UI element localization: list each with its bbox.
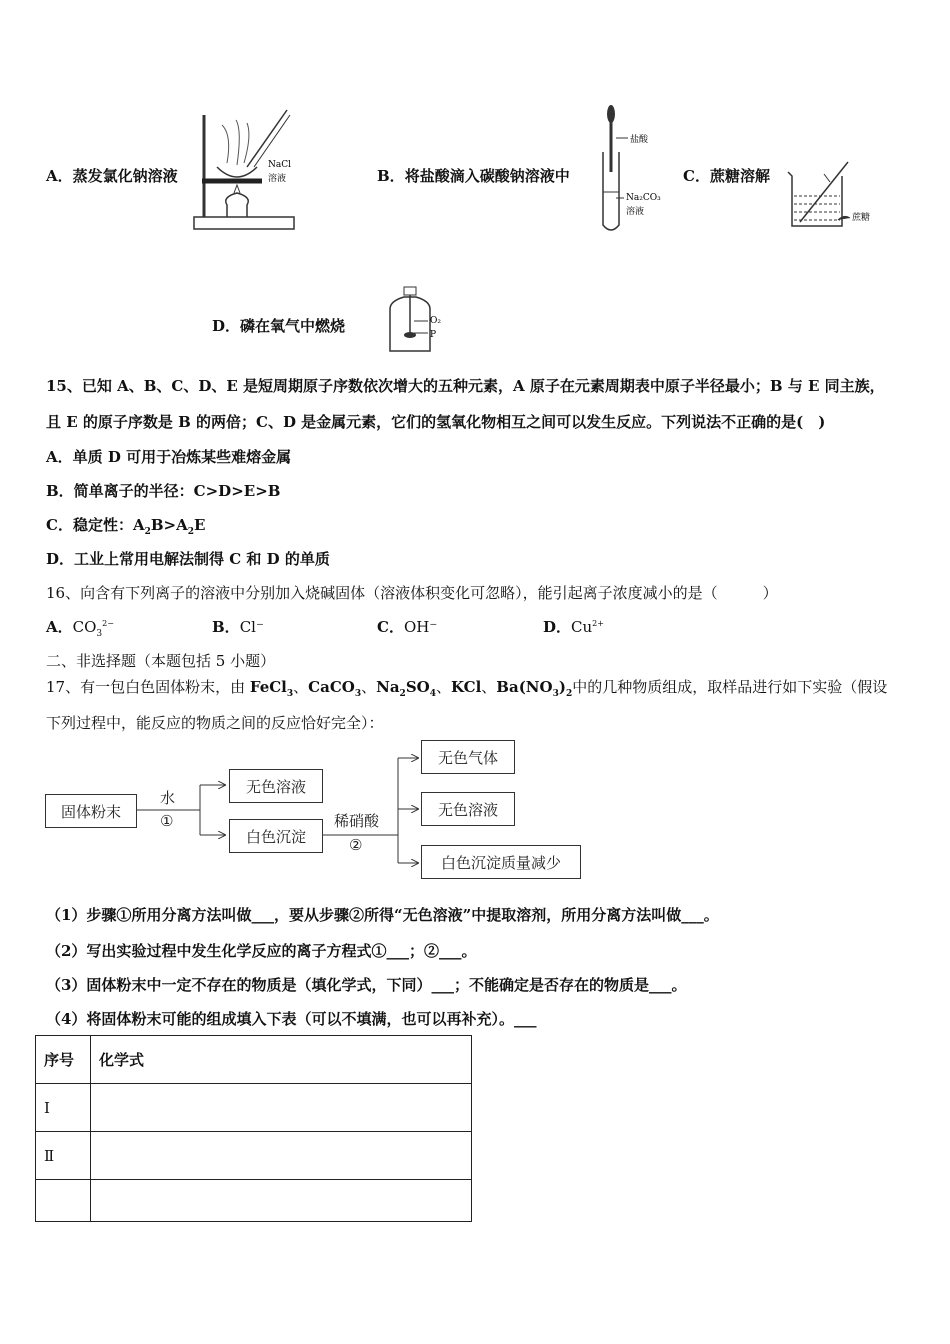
q17-part3: （3）固体粉末中一定不存在的物质是（填化学式，下同）___；不能确定是否存在的物质是___。 <box>46 976 687 994</box>
flow-nitric-acid-label: 稀硝酸 <box>334 812 380 830</box>
q16-option-d: D．$Cu^{2+}$ <box>543 618 604 636</box>
phosphorus-combustion-figure <box>380 285 450 357</box>
flow-step2-label: ② <box>349 836 363 854</box>
o2-label: O₂ <box>430 316 441 326</box>
q17-part1: （1）步骤①所用分离方法叫做___，要从步骤②所得“无色溶液”中提取溶剂，所用分离方法叫做___。 <box>46 906 719 924</box>
q17-part4: （4）将固体粉末可能的组成填入下表（可以不填满，也可以再补充）。___ <box>46 1010 537 1028</box>
flow-colorless-solution-2: 无色溶液 <box>421 792 515 826</box>
flow-water-label: 水 <box>160 789 176 807</box>
q16-option-c: C．OH⁻ <box>377 618 438 636</box>
table-row-index: Ⅰ <box>36 1084 91 1132</box>
table-row <box>36 1084 472 1132</box>
na2co3-label: Na₂CO₃ <box>626 193 661 203</box>
table-header-index: 序号 <box>36 1036 91 1084</box>
q16-option-b: B．Cl⁻ <box>212 618 264 636</box>
beaker-stirring-figure <box>780 158 880 234</box>
q15-stem-line1: 15、已知 A、B、C、D、E 是短周期原子序数依次增大的五种元素，A 原子在元素周期表中原子半径最小；B 与 E 同主族， <box>46 377 885 395</box>
q17-stem-line2: 下列过程中，能反应的物质之间的反应恰好完全）： <box>46 714 384 732</box>
q15-option-d: D．工业上常用电解法制得 C 和 D 的单质 <box>46 550 330 568</box>
q17-part2: （2）写出实验过程中发生化学反应的离子方程式①___；②___。 <box>46 942 477 960</box>
flow-step1-label: ① <box>160 812 174 830</box>
table-row-index: Ⅱ <box>36 1132 91 1180</box>
table-header-formula: 化学式 <box>91 1036 472 1084</box>
table-row <box>36 1180 472 1222</box>
q16-stem: 16、向含有下列离子的溶液中分别加入烧碱固体（溶液体积变化可忽略），能引起离子浓度减小的是（ ） <box>46 584 778 602</box>
q17-stem-line1: 17、有一包白色固体粉末，由 FeCl$_3$、CaCO$_3$、$Na_2SO_4$、KCl、$Ba(NO_3)_2$中的几种物质组成，取样品进行如下实验（假设 <box>46 678 888 699</box>
flow-precipitate-mass-decrease: 白色沉淀质量减少 <box>421 845 581 879</box>
sucrose-label: 蔗糖 <box>852 213 871 223</box>
q15-option-c: C．稳定性：$A_2B>A_2E$ <box>46 516 206 537</box>
table-row <box>36 1132 472 1180</box>
p-label: P <box>430 330 437 340</box>
dropper-test-tube-figure <box>598 100 678 235</box>
composition-table <box>35 1035 472 1222</box>
acid-label: 盐酸 <box>630 135 649 145</box>
q14-option-c: C．蔗糖溶解 <box>683 167 770 185</box>
flow-white-precipitate: 白色沉淀 <box>229 819 323 853</box>
table-row-index <box>36 1180 91 1222</box>
q15-option-b: B．简单离子的半径：C>D>E>B <box>46 482 281 500</box>
table-cell-formula[interactable] <box>91 1084 472 1132</box>
table-cell-formula[interactable] <box>91 1132 472 1180</box>
q14-option-b: B．将盐酸滴入碳酸钠溶液中 <box>377 167 570 185</box>
section-2-heading: 二、非选择题（本题包括 5 小题） <box>46 652 276 670</box>
flow-colorless-gas: 无色气体 <box>421 740 515 774</box>
solution-label-b: 溶液 <box>626 207 645 217</box>
nacl-label: NaCl <box>268 160 292 170</box>
q14-option-a: A．蒸发氯化钠溶液 <box>46 167 178 185</box>
solution-label: 溶液 <box>268 174 287 184</box>
q15-option-a: A．单质 D 可用于冶炼某些难熔金属 <box>46 448 292 466</box>
flow-solid-powder: 固体粉末 <box>45 794 137 828</box>
evaporation-apparatus-figure <box>192 105 302 235</box>
table-cell-formula[interactable] <box>91 1180 472 1222</box>
q16-option-a: A．$CO_3^{2-}$ <box>46 618 114 639</box>
flow-colorless-solution-1: 无色溶液 <box>229 769 323 803</box>
q14-option-d: D．磷在氧气中燃烧 <box>212 317 346 335</box>
q15-stem-line2: 且 E 的原子序数是 B 的两倍；C、D 是金属元素，它们的氢氧化物相互之间可以发生反应。下列说法不正确的是( ) <box>46 413 826 431</box>
